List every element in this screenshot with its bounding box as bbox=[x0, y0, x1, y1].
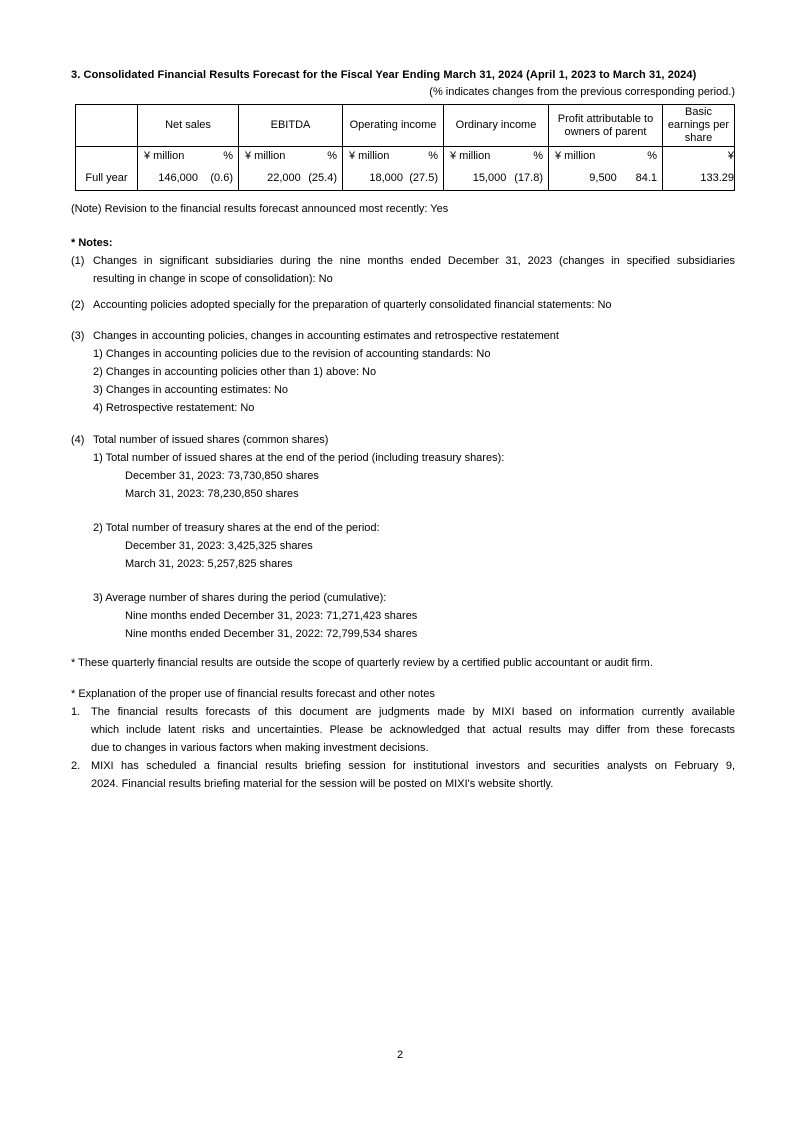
note-item-4 bbox=[71, 431, 735, 643]
col-header-ordinary-income: Ordinary income bbox=[444, 105, 549, 147]
note-item-line: resulting in change in scope of consolidation): No bbox=[93, 273, 333, 285]
unit-pct-label: % bbox=[428, 150, 438, 162]
ebitda-value: 22,000 bbox=[267, 171, 301, 184]
shares-figure: Nine months ended December 31, 2022: 72,799,534 shares bbox=[125, 628, 418, 640]
shares-subsection-2 bbox=[93, 519, 735, 573]
table-data-row-full-year bbox=[76, 165, 735, 191]
net-sales-change: (0.6) bbox=[210, 171, 233, 184]
unit-label: ¥ million bbox=[245, 150, 286, 162]
notes-heading: * Notes: bbox=[71, 237, 113, 249]
note-item-1 bbox=[71, 252, 735, 288]
table-caption-note: (% indicates changes from the previous corresponding period.) bbox=[429, 86, 735, 98]
note-item-main-text: Total number of issued shares (common shares) bbox=[93, 434, 329, 446]
note-item-text bbox=[93, 431, 735, 643]
explanation-item-1 bbox=[71, 703, 735, 757]
unit-cell-operating-income bbox=[343, 147, 444, 166]
shares-subsection-title: 2) Total number of treasury shares at the end of the period: bbox=[93, 522, 380, 534]
explanation-line: due to changes in various factors when making investment decisions. bbox=[91, 742, 429, 754]
unit-pct-label: % bbox=[647, 150, 657, 162]
explanation-line: MIXI has scheduled a financial results briefing session for institutional investors and securities analysts on February 9, bbox=[91, 760, 735, 772]
explanation-item-number: 1. bbox=[71, 706, 81, 718]
profit-attributable-change: 84.1 bbox=[635, 171, 657, 184]
ebitda-change: (25.4) bbox=[308, 171, 337, 184]
unit-cell-blank bbox=[76, 147, 138, 166]
unit-cell-eps: ¥ bbox=[663, 147, 735, 166]
unit-cell-net-sales bbox=[138, 147, 239, 166]
note-item-main-text: Changes in accounting policies, changes in accounting estimates and retrospective restatement bbox=[93, 330, 559, 342]
note-item-number: (4) bbox=[71, 434, 85, 446]
note-item-3 bbox=[71, 327, 735, 417]
note-item-number: (1) bbox=[71, 255, 85, 267]
shares-figure: March 31, 2023: 78,230,850 shares bbox=[125, 488, 299, 500]
unit-label: ¥ million bbox=[349, 150, 390, 162]
shares-subsection-title: 3) Average number of shares during the period (cumulative): bbox=[93, 592, 387, 604]
explanation-line: 2024. Financial results briefing material for the session will be posted on MIXI's website shortly. bbox=[91, 778, 554, 790]
value-cell-ordinary-income bbox=[444, 165, 549, 191]
review-scope-note: * These quarterly financial results are outside the scope of quarterly review by a certified public accountant or audit firm. bbox=[71, 657, 653, 669]
unit-label: ¥ million bbox=[450, 150, 491, 162]
explanation-line: which include latent risks and uncertainties. Please be acknowledged that actual results may differ from these forecasts bbox=[91, 724, 735, 736]
shares-figure: March 31, 2023: 5,257,825 shares bbox=[125, 558, 293, 570]
table-footnote: (Note) Revision to the financial results forecast announced most recently: Yes bbox=[71, 203, 449, 215]
shares-subsection-1 bbox=[93, 449, 735, 503]
page-number: 2 bbox=[396, 1049, 404, 1061]
operating-income-value: 18,000 bbox=[369, 171, 403, 184]
value-cell-profit-attributable bbox=[549, 165, 663, 191]
col-header-eps: Basic earnings per share bbox=[663, 105, 735, 147]
explanation-item-2 bbox=[71, 757, 735, 793]
unit-cell-ebitda bbox=[239, 147, 343, 166]
col-header-operating-income: Operating income bbox=[343, 105, 444, 147]
unit-cell-profit-attributable bbox=[549, 147, 663, 166]
note-item-text bbox=[93, 252, 735, 288]
note-item-text bbox=[93, 327, 735, 417]
col-header-ebitda: EBITDA bbox=[239, 105, 343, 147]
shares-figure: Nine months ended December 31, 2023: 71,271,423 shares bbox=[125, 610, 418, 622]
note-item-number: (2) bbox=[71, 299, 85, 311]
unit-pct-label: % bbox=[533, 150, 543, 162]
profit-attributable-value: 9,500 bbox=[589, 171, 617, 184]
section-title: 3. Consolidated Financial Results Forecast for the Fiscal Year Ending March 31, 2024 (April 1, 2023 to March 31, 2024) bbox=[71, 69, 697, 81]
note-subitem: 4) Retrospective restatement: No bbox=[93, 402, 255, 414]
eps-value: 133.29 bbox=[663, 165, 735, 191]
value-cell-net-sales bbox=[138, 165, 239, 191]
unit-label: ¥ million bbox=[555, 150, 596, 162]
explanation-item-text bbox=[91, 757, 735, 793]
note-item-number: (3) bbox=[71, 330, 85, 342]
explanation-item-text bbox=[91, 703, 735, 757]
note-item-line: Changes in significant subsidiaries during the nine months ended December 31, 2023 (changes in specified subsidiaries bbox=[93, 255, 735, 267]
explanation-heading: * Explanation of the proper use of financial results forecast and other notes bbox=[71, 688, 435, 700]
unit-cell-ordinary-income bbox=[444, 147, 549, 166]
table-corner-cell bbox=[76, 105, 138, 147]
explanation-item-number: 2. bbox=[71, 760, 81, 772]
note-item-2 bbox=[71, 296, 735, 314]
forecast-table bbox=[75, 104, 735, 191]
ordinary-income-change: (17.8) bbox=[514, 171, 543, 184]
col-header-profit-attributable: Profit attributable to owners of parent bbox=[549, 105, 663, 147]
col-header-net-sales: Net sales bbox=[138, 105, 239, 147]
document-content bbox=[71, 68, 735, 793]
note-subitem: 2) Changes in accounting policies other than 1) above: No bbox=[93, 366, 377, 378]
ordinary-income-value: 15,000 bbox=[472, 171, 507, 184]
note-subitem: 1) Changes in accounting policies due to the revision of accounting standards: No bbox=[93, 348, 491, 360]
explanation-line: The financial results forecasts of this document are judgments made by MIXI based on information currently available bbox=[91, 706, 735, 718]
note-item-text: Accounting policies adopted specially for the preparation of quarterly consolidated financial statements: No bbox=[93, 299, 612, 311]
net-sales-value: 146,000 bbox=[158, 171, 198, 184]
operating-income-change: (27.5) bbox=[409, 171, 438, 184]
shares-subsection-3 bbox=[93, 589, 735, 643]
shares-subsection-title: 1) Total number of issued shares at the end of the period (including treasury shares): bbox=[93, 452, 505, 464]
value-cell-ebitda bbox=[239, 165, 343, 191]
shares-figure: December 31, 2023: 3,425,325 shares bbox=[125, 540, 313, 552]
row-label-full-year: Full year bbox=[76, 165, 138, 191]
note-subitem: 3) Changes in accounting estimates: No bbox=[93, 384, 289, 396]
value-cell-operating-income bbox=[343, 165, 444, 191]
table-header-row bbox=[76, 105, 735, 147]
table-unit-row bbox=[76, 147, 735, 166]
unit-pct-label: % bbox=[223, 150, 233, 162]
shares-figure: December 31, 2023: 73,730,850 shares bbox=[125, 470, 319, 482]
unit-pct-label: % bbox=[327, 150, 337, 162]
unit-label: ¥ million bbox=[144, 150, 185, 162]
